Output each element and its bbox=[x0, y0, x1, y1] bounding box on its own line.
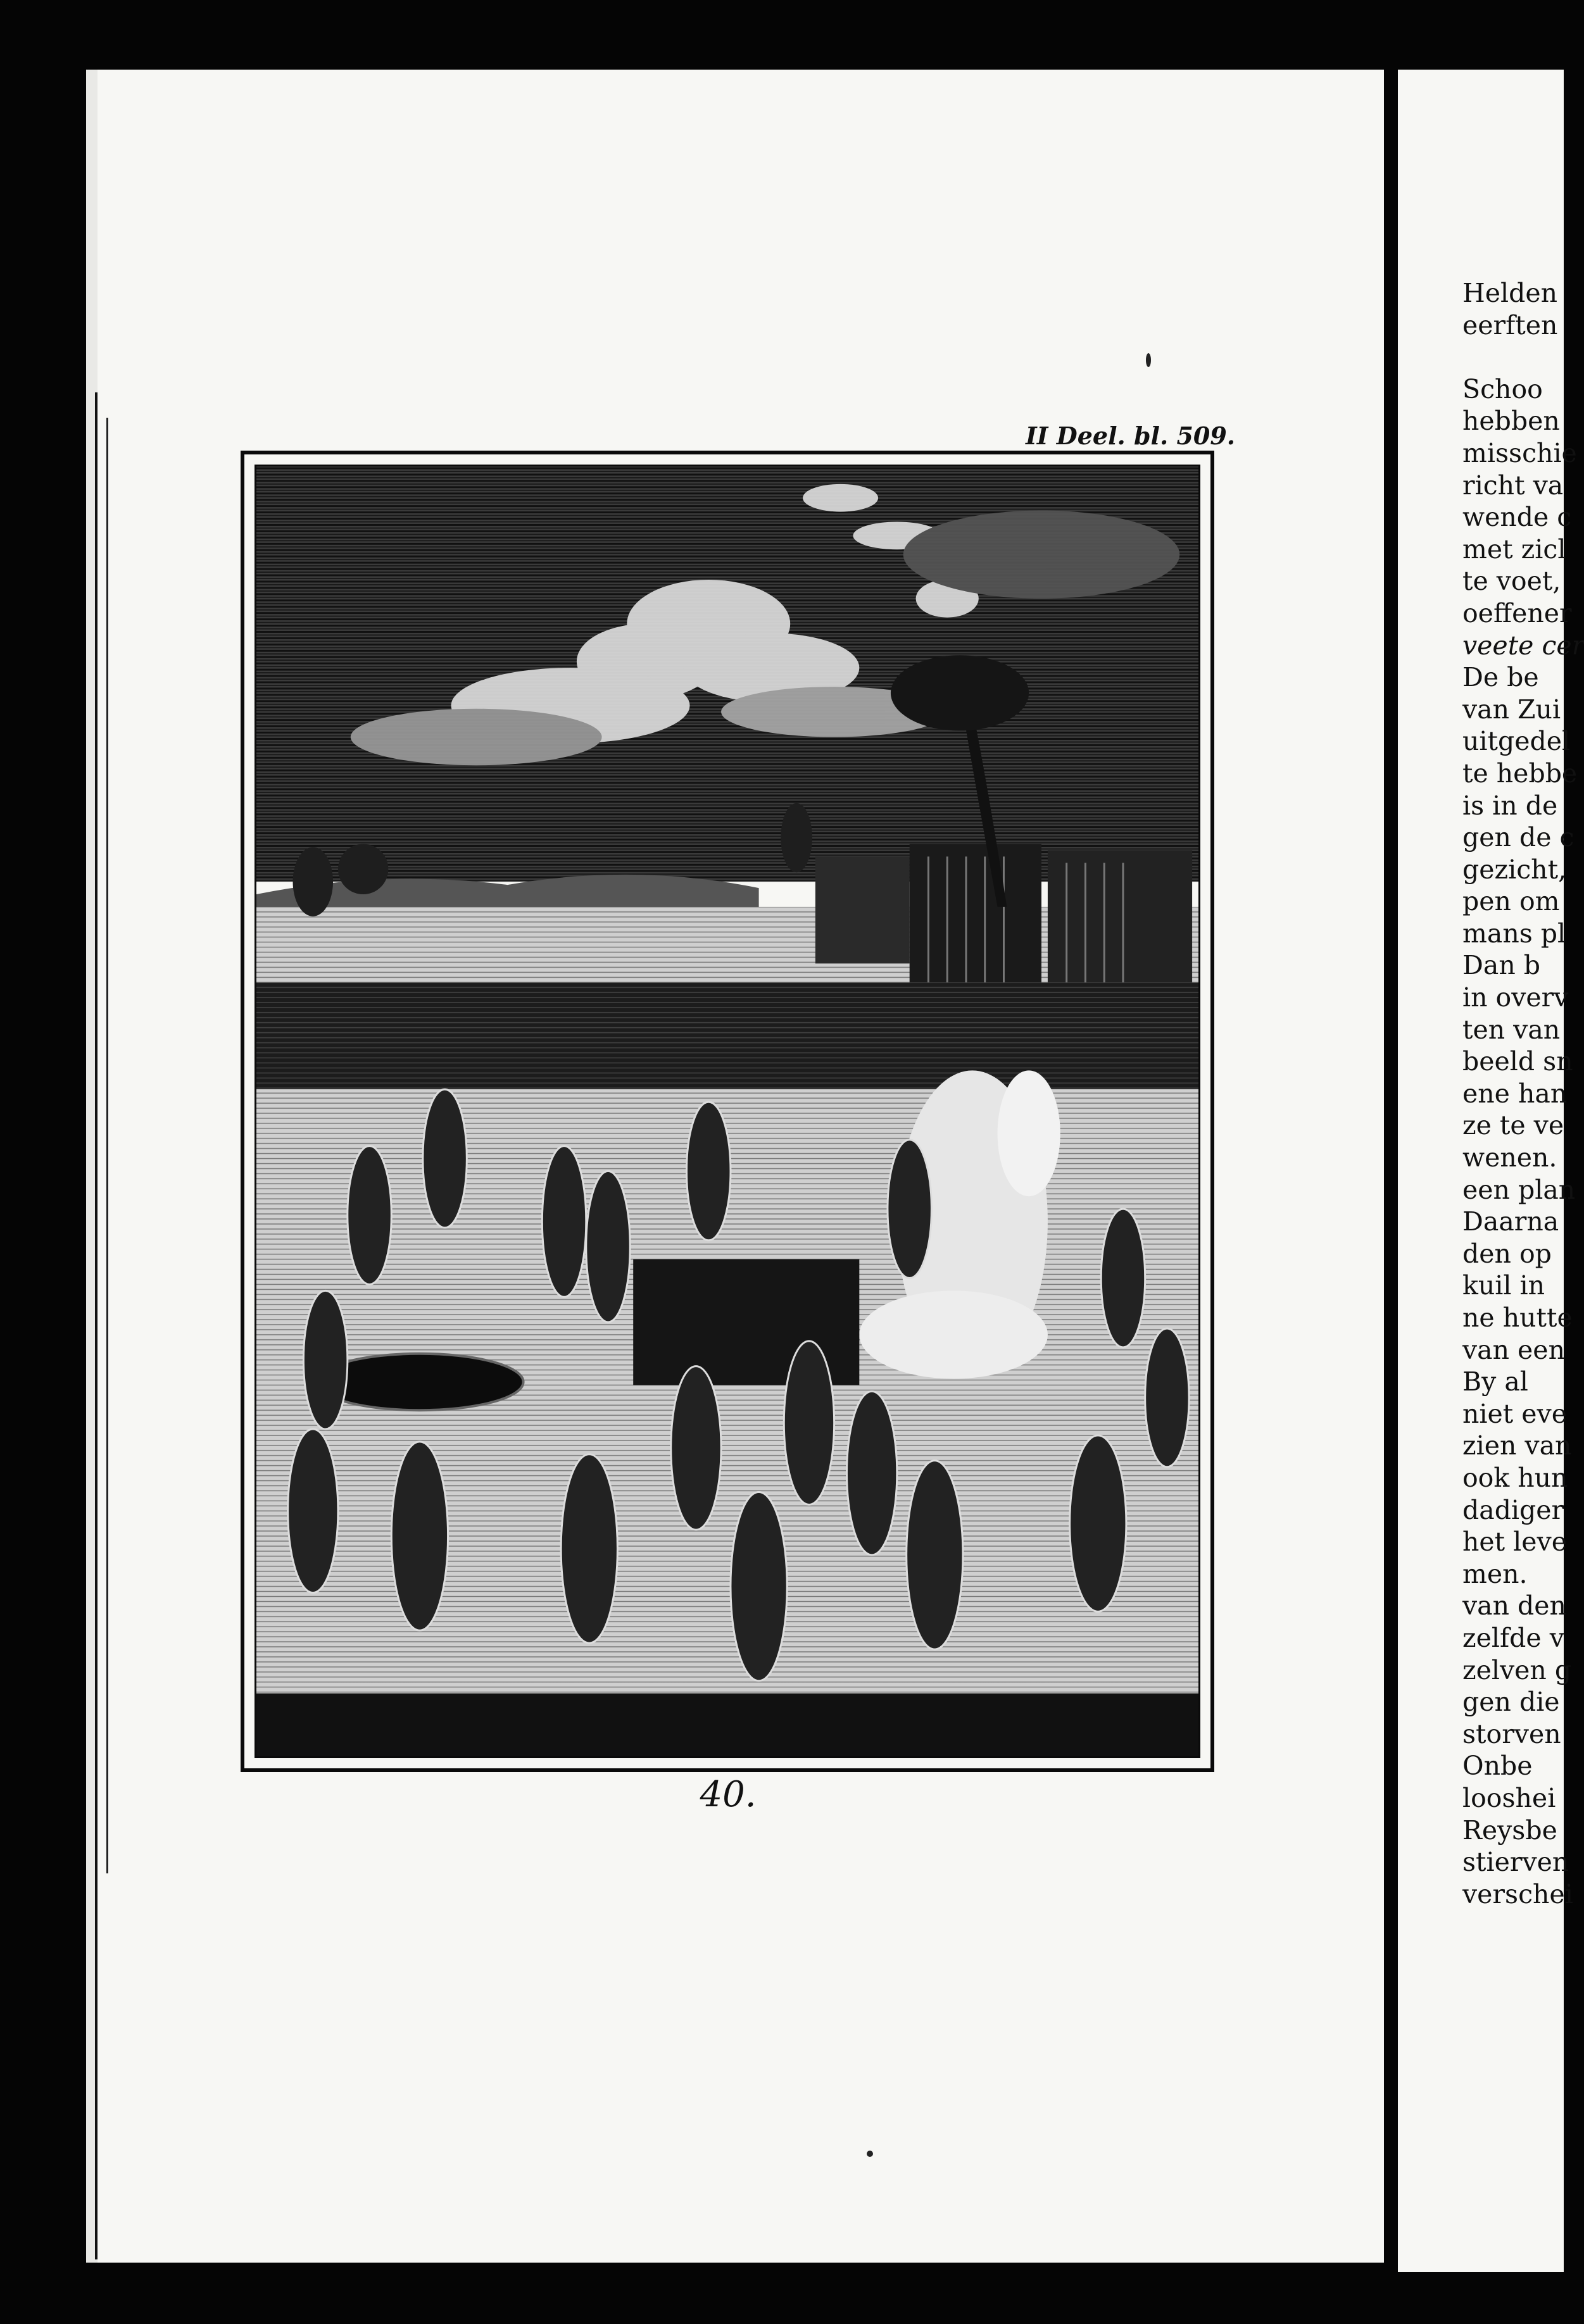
text-line: ook hun bbox=[1462, 1462, 1568, 1493]
plate-number: 40. bbox=[700, 1774, 757, 1815]
text-line: ze te ve bbox=[1462, 1110, 1564, 1141]
plate-reference: II Deel. bl. 509. bbox=[1026, 422, 1235, 450]
text-line: gen de c bbox=[1462, 822, 1575, 853]
engraving-illustration bbox=[255, 465, 1200, 1758]
text-line: mans pl bbox=[1462, 918, 1566, 949]
text-line: veete cer bbox=[1462, 630, 1584, 661]
text-line: ne hutte bbox=[1462, 1303, 1573, 1333]
text-line: niet eve bbox=[1462, 1398, 1567, 1429]
text-line: storven bbox=[1462, 1718, 1561, 1749]
text-line: wenen. bbox=[1462, 1142, 1557, 1173]
text-line: van Zui bbox=[1462, 694, 1561, 725]
text-line: beeld sn bbox=[1462, 1046, 1573, 1077]
text-line: kuil in bbox=[1462, 1270, 1545, 1301]
text-line: gezicht, bbox=[1462, 854, 1567, 885]
text-line: Daarna bbox=[1462, 1206, 1559, 1237]
text-line: te hebbe bbox=[1462, 758, 1578, 789]
text-line: men. bbox=[1462, 1558, 1528, 1589]
text-line: in overv bbox=[1462, 982, 1569, 1013]
text-line: een plan bbox=[1462, 1174, 1576, 1205]
dark-band bbox=[256, 982, 1198, 1089]
text-line: De be bbox=[1462, 662, 1539, 693]
text-line: By al bbox=[1462, 1366, 1528, 1397]
text-line: ten van bbox=[1462, 1014, 1561, 1045]
right-page-text bbox=[1462, 277, 1584, 1910]
text-line: is in de bbox=[1462, 790, 1558, 821]
text-line: te voet, bbox=[1462, 566, 1561, 597]
text-line: uitgedel bbox=[1462, 726, 1571, 757]
text-line: eerften bbox=[1462, 309, 1558, 340]
text-line: Onbe bbox=[1462, 1751, 1533, 1782]
text-line: verschei bbox=[1462, 1878, 1573, 1909]
text-line: Reysbe bbox=[1462, 1815, 1557, 1846]
text-line: zien van bbox=[1462, 1430, 1572, 1461]
text-line: van den bbox=[1462, 1590, 1566, 1621]
text-line: looshei bbox=[1462, 1782, 1556, 1813]
text-line: hebben bbox=[1462, 406, 1560, 437]
text-line: van een bbox=[1462, 1334, 1565, 1365]
text-line: zelven g bbox=[1462, 1654, 1572, 1685]
engraving-plate bbox=[241, 451, 1214, 1772]
text-line: gen die bbox=[1462, 1687, 1560, 1718]
text-line: het leve bbox=[1462, 1527, 1567, 1558]
ink-speck bbox=[867, 2151, 873, 2157]
text-line: stierven bbox=[1462, 1847, 1569, 1878]
ink-speck bbox=[1146, 353, 1151, 367]
text-line: oeffener bbox=[1462, 597, 1572, 628]
text-line: pen om bbox=[1462, 886, 1560, 917]
text-line: dadiger bbox=[1462, 1494, 1564, 1525]
text-line: richt va bbox=[1462, 470, 1564, 501]
text-line: Schoo bbox=[1462, 373, 1543, 404]
text-line: Dan b bbox=[1462, 950, 1540, 981]
foreground-shadow bbox=[256, 1694, 1198, 1756]
text-line: met zicl bbox=[1462, 534, 1566, 565]
engraving-svg bbox=[256, 466, 1198, 1756]
text-line: misschie bbox=[1462, 437, 1577, 468]
text-line: Helden bbox=[1462, 278, 1558, 308]
text-line: ene han bbox=[1462, 1078, 1568, 1109]
text-line: zelfde v bbox=[1462, 1622, 1564, 1653]
text-line: den op bbox=[1462, 1238, 1552, 1269]
text-line: wende c bbox=[1462, 502, 1572, 533]
text-line bbox=[1462, 341, 1564, 373]
spine-line bbox=[95, 392, 97, 2259]
spine-line-inner bbox=[106, 418, 108, 1873]
